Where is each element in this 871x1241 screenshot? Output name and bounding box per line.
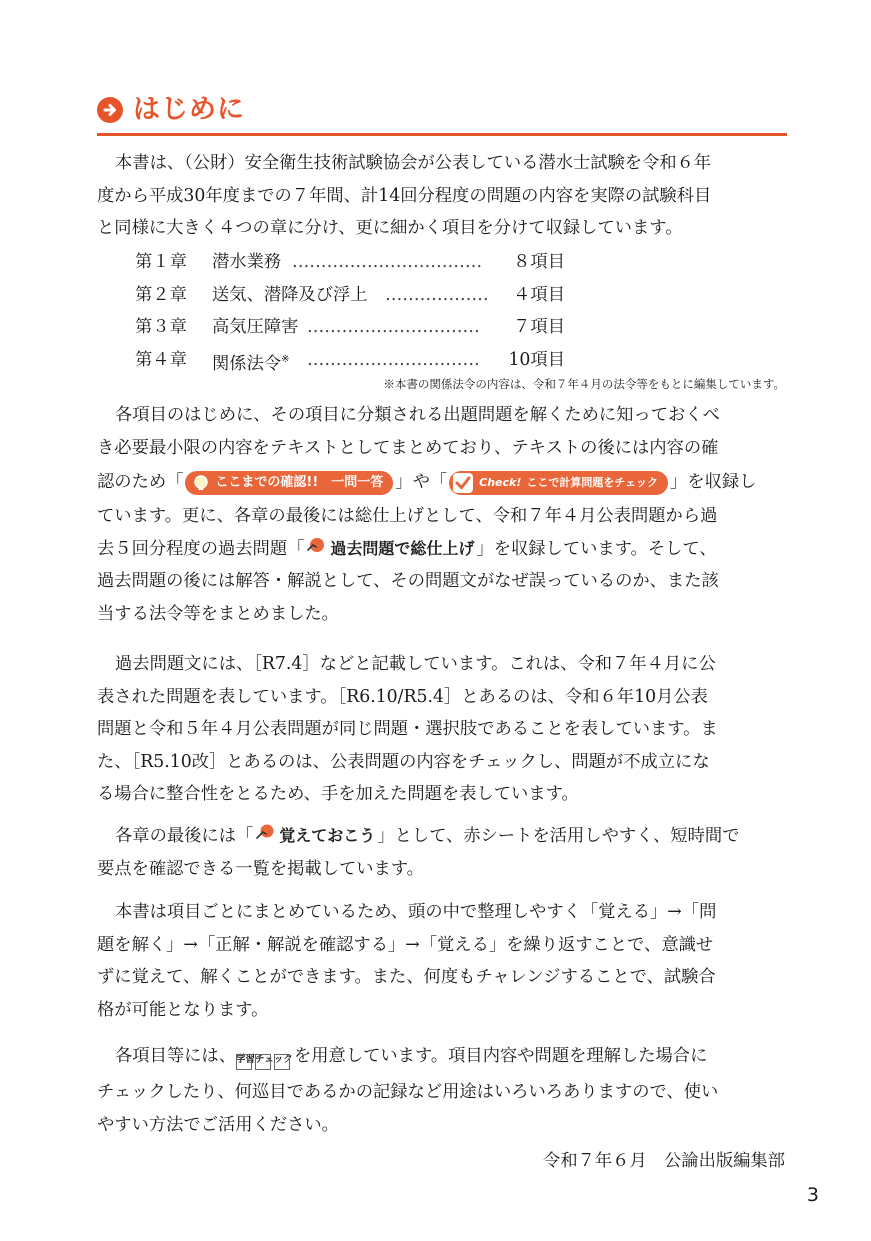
study-checkbox-1[interactable] <box>236 1054 252 1070</box>
text-line <box>97 1036 787 1076</box>
chapter-number: 第３章 <box>135 317 187 337</box>
chapter-number: 第４章 <box>135 349 187 370</box>
study-checkbox-2[interactable] <box>255 1054 271 1070</box>
chapter-name: 高気圧障害 <box>212 317 299 337</box>
badge-check <box>449 471 668 495</box>
text-line: と同様に大きく４つの章に分け、更に細かく項目を分けて収録しています。 <box>97 218 683 238</box>
chapter-footnote: ※本書の関係法令の内容は、令和７年４月の法令等をもとに編集しています。 <box>383 377 785 391</box>
chapter-count: 10項目 <box>508 349 565 370</box>
chapter-row <box>135 311 565 344</box>
paragraph-notation <box>97 648 787 811</box>
text-line: 度から平成30年度までの７年間、計14回分程度の問題の内容を実際の試験科目 <box>97 185 712 206</box>
chapter-name: 潜水業務 <box>212 252 282 272</box>
leader-dots: …………………………… <box>292 252 483 272</box>
text-fragment: 」として、赤シートを活用しやすく、短時間で <box>377 826 740 846</box>
hand-pointer-icon <box>255 822 275 842</box>
chapter-count: ７項目 <box>513 317 565 337</box>
badge-kako-text: 過去問題で総仕上げ <box>330 538 475 558</box>
badge-oboe-text: 覚えておこう <box>279 826 376 846</box>
lightbulb-icon <box>191 473 211 493</box>
page-number: 3 <box>806 1184 819 1206</box>
arrow-right-circle-icon <box>97 97 123 123</box>
text-line: 表された問題を表しています。［R6.10/R5.4］とあるのは、令和６年10月公表 <box>97 686 708 707</box>
text-line: 題を解く」→「正解・解説を確認する」→「覚える」を繰り返すことで、意識せ <box>97 934 714 955</box>
text-fragment: 各章の最後には「 <box>115 826 254 846</box>
text-line: ずに覚えて、解くことができます。また、何度もチャレンジすることで、試験合 <box>97 967 716 987</box>
checkbox-icon <box>453 473 473 493</box>
leader-dots: ………………………… <box>307 317 480 337</box>
text-line: 格が可能となります。 <box>97 999 269 1020</box>
chapter-name <box>212 344 290 380</box>
hand-pointer-icon <box>306 535 326 555</box>
text-fragment: 」や「 <box>395 472 448 492</box>
text-fragment: 」を収録しています。そして、 <box>476 538 717 559</box>
text-line: 過去問題文には、［R7.4］などと記載しています。これは、令和７年４月に公 <box>115 654 716 674</box>
chapter-row <box>135 246 565 279</box>
text-line <box>97 464 787 500</box>
text-fragment: 去５回分程度の過去問題「 <box>97 538 305 559</box>
badge-oboe <box>255 820 375 853</box>
paragraph-summary <box>97 820 787 885</box>
chapter-row <box>135 344 565 377</box>
paragraph-structure <box>97 399 787 630</box>
text-fragment: 」を収録し <box>670 472 757 492</box>
text-line: チェックしたり、何巡目であるかの記録など用途はいろいろありますので、使い <box>97 1082 719 1102</box>
text-line: 本書は項目ごとにまとめているため、頭の中で整理しやすく「覚える」→「問 <box>115 902 717 922</box>
text-line: き必要最小限の内容をテキストとしてまとめており、テキストの後には内容の確 <box>97 437 719 458</box>
text-line: 各項目のはじめに、その項目に分類される出題問題を解くために知っておくべ <box>115 405 720 425</box>
badge-kakunin <box>185 471 393 495</box>
chapter-name: 送気、潜降及び浮上 <box>212 284 368 305</box>
leader-dots: ………………………… <box>307 349 480 370</box>
section-header <box>97 93 787 137</box>
study-checkbox-group <box>236 1040 294 1074</box>
intro-paragraph <box>97 147 787 245</box>
text-fragment: 認のため「 <box>97 472 184 492</box>
chapter-number: 第２章 <box>135 284 187 305</box>
signature: 令和７年６月 公論出版編集部 <box>543 1151 785 1171</box>
chapter-count: ４項目 <box>513 284 565 305</box>
study-checkbox-3[interactable] <box>274 1054 290 1070</box>
text-line: 過去問題の後には解答・解説として、その問題文がなぜ誤っているのか、また該 <box>97 571 719 592</box>
text-line <box>97 533 787 566</box>
text-line: 本書は、（公財）安全衛生技術試験協会が公表している潜水士試験を令和６年 <box>115 153 712 173</box>
page-title: はじめに <box>133 94 245 125</box>
badge-kakunin-text: ここまでの確認!! 一問一答 <box>215 474 384 490</box>
text-fragment: を用意しています。項目内容や問題を理解した場合に <box>293 1046 708 1066</box>
study-checkbox-label: 学習チェック <box>235 1053 293 1065</box>
text-line: 問題と令和５年４月公表問題が同じ問題・選択肢であることを表しています。ま <box>97 719 718 739</box>
badge-check-text: ここで計算問題をチェック <box>526 475 659 489</box>
paragraph-method <box>97 896 787 1026</box>
text-line: ています。更に、各章の最後には総仕上げとして、令和７年４月公表問題から過 <box>97 506 718 526</box>
text-line: た、［R5.10改］とあるのは、公表問題の内容をチェックし、問題が不成立にな <box>97 751 710 772</box>
leader-dots: ……………… <box>385 284 489 305</box>
paragraph-checkbox-usage <box>97 1036 787 1141</box>
note-mark: ※ <box>281 353 290 365</box>
text-fragment: 各項目等には、 <box>115 1046 236 1066</box>
badge-check-tag: Check! <box>479 475 522 489</box>
text-line: 要点を確認できる一覧を掲載しています。 <box>97 858 424 879</box>
text-line: る場合に整合性をとるため、手を加えた問題を表しています。 <box>97 784 579 804</box>
badge-kako <box>306 533 474 566</box>
text-line: やすい方法でご活用ください。 <box>97 1114 339 1135</box>
chapter-row <box>135 279 565 312</box>
chapter-name-text: 関係法令 <box>212 353 282 374</box>
chapter-number: 第１章 <box>135 252 187 272</box>
chapter-count: ８項目 <box>513 252 565 272</box>
chapter-list <box>135 246 565 376</box>
text-line <box>97 820 787 853</box>
title-underline <box>97 133 787 136</box>
text-line: 当する法令等をまとめました。 <box>97 603 339 624</box>
